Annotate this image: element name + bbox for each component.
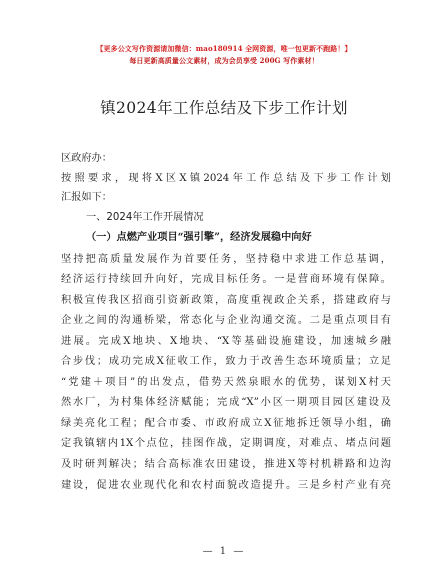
page-number: — 1 — bbox=[202, 546, 246, 557]
intro-line-1: 按照要求，现将X区X镇2024年工作总结及下步工作计划 bbox=[61, 173, 391, 184]
intro-line-2: 汇报如下： bbox=[61, 192, 112, 203]
body-line: 定我镇辖内1X个点位，挂图作战，定期调度，对难点、堵点问题 bbox=[61, 438, 391, 449]
body-line: “党建＋项目”的出发点，借势天然泉眼水的优势，谋划X村天 bbox=[61, 377, 391, 388]
body-line: 建设，促进农业现代化和农村面貌改造提升。三是乡村产业有亮 bbox=[61, 480, 391, 491]
body-line: 企业之间的沟通桥梁，常态化与企业沟通交流。二是重点项目有 bbox=[61, 315, 391, 326]
body-line: 进展。完成X地块、X地块、“X等基础设施建设，加速城乡融 bbox=[61, 336, 391, 347]
subsection-heading: （一）点燃产业项目“强引擎”，经济发展稳中向好 bbox=[86, 231, 312, 243]
body-line: 合步伐；成功完成X征收工作，致力于改善生态环境质量；立足 bbox=[61, 356, 391, 367]
body-line: 然水厂，为村集体经济赋能；完成“X”小区一期项目园区建设及 bbox=[61, 397, 391, 408]
body-line: 积极宣传我区招商引资新政策，高度重视政企关系，搭建政府与 bbox=[61, 295, 391, 306]
body-line: 绿美亮化工程；配合市委、市政府成立X征地拆迁领导小组，确 bbox=[61, 418, 391, 429]
promo-banner-line-2: 每日更新高质量公文素材，成为会员享受 200G 写作素材！ bbox=[129, 56, 319, 65]
body-line: 坚持把高质量发展作为首要任务，坚持稳中求进工作总基调， bbox=[61, 254, 391, 265]
section-heading: 一、2024年工作开展情况 bbox=[86, 212, 204, 223]
salutation: 区政府办： bbox=[61, 153, 112, 164]
promo-banner-line-1: 【更多公文写作资源请加微信：mao180914 全网资源，唯一包更新不跑路！】 bbox=[96, 44, 352, 53]
body-line: 及时研判解决；结合高标准农田建设，推进X等村机耕路和边沟 bbox=[61, 459, 391, 470]
body-line: 经济运行持续回升向好，完成目标任务。一是营商环境有保障。 bbox=[61, 274, 391, 285]
document-title: 镇2024年工作总结及下步工作计划 bbox=[100, 99, 348, 117]
